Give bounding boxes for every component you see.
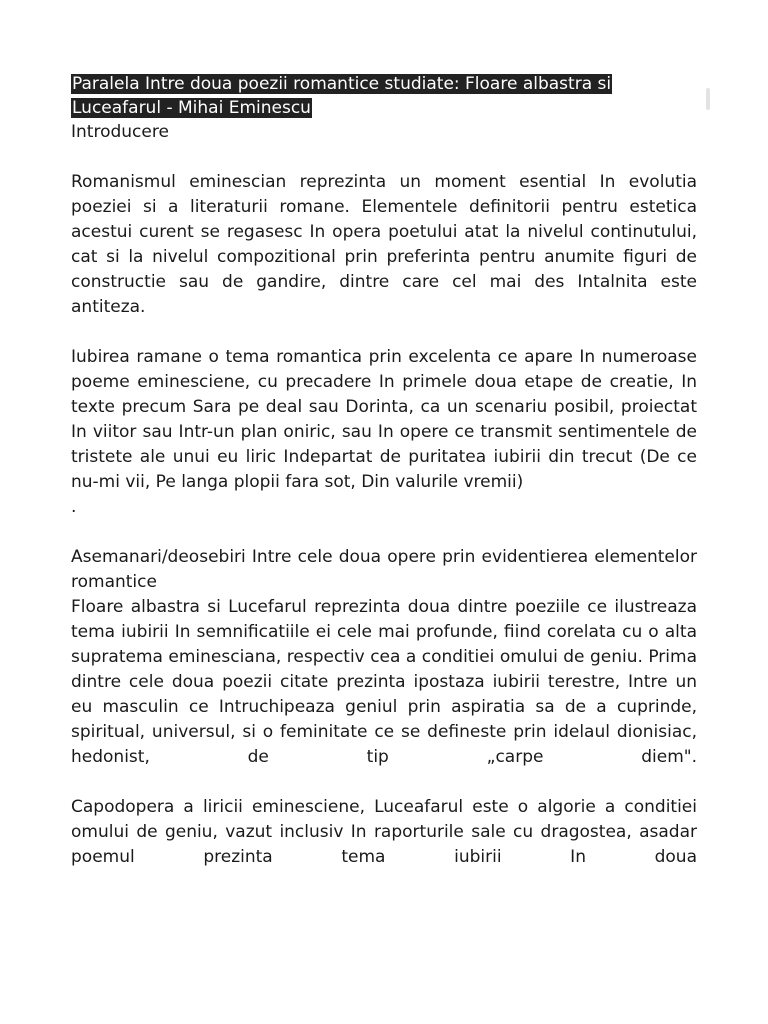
paragraph-4: Capodopera a liricii eminesciene, Luceafarul este o algorie a conditiei omului de geniu, vazut inclusiv In raporturile sale cu dragostea, asadar poemul prezinta tema iubirii In doua — [71, 797, 697, 867]
spacer — [71, 145, 697, 170]
scrollbar-indicator[interactable] — [706, 88, 710, 110]
intro-heading: Introducere — [71, 122, 169, 142]
paragraph-1: Romanismul eminescian reprezinta un moment esential In evolutia poeziei si a literaturii romane. Elementele definitorii pentru estetica acestui curent se regasesc In opera poetului atat la nivelul continutului, cat si la nivelul compozitional prin preferinta pentru anumite figuri de constructie sau de gandire, dintre care cel mai des Intalnita este antiteza. — [71, 172, 697, 317]
spacer — [71, 320, 697, 345]
section-heading: Asemanari/deosebiri Intre cele doua opere prin evidentierea elementelor romantice — [71, 547, 697, 592]
spacer — [71, 520, 697, 545]
paragraph-2-end: . — [71, 497, 77, 517]
paragraph-3: Floare albastra si Lucefarul reprezinta doua dintre poeziile ce ilustreaza tema iubirii In semnificatiile ei cele mai profunde, fiind corelata cu o alta supratema eminesciana, respectiv cea a conditiei omului de geniu. Prima dintre cele doua poezii citate prezinta ipostaza iubirii terestre, Intre un eu masculin ce Intruchipeaza geniul prin aspiratia sa de a cuprinde, spiritual, universul, si o feminitate ce se defineste prin idelaul dionisiac, hedonist, de tip „carpe diem". — [71, 597, 697, 767]
document-page — [71, 72, 697, 870]
document-title-text: Paralela Intre doua poezii romantice studiate: Floare albastra si Luceafarul - Mihai Eminescu — [72, 74, 612, 118]
paragraph-2: Iubirea ramane o tema romantica prin excelenta ce apare In numeroase poeme eminesciene, cu precadere In primele doua etape de creatie, In texte precum Sara pe deal sau Dorinta, ca un scenariu posibil, proiectat In viitor sau Intr-un plan oniric, sau In opere ce transmit sentimentele de tristete ale unui eu liric Indepartat de puritatea iubirii din trecut (De ce nu-mi vii, Pe langa plopii fara sot, Din valurile vremii) — [71, 347, 697, 492]
spacer — [71, 770, 697, 795]
document-title — [71, 72, 697, 120]
